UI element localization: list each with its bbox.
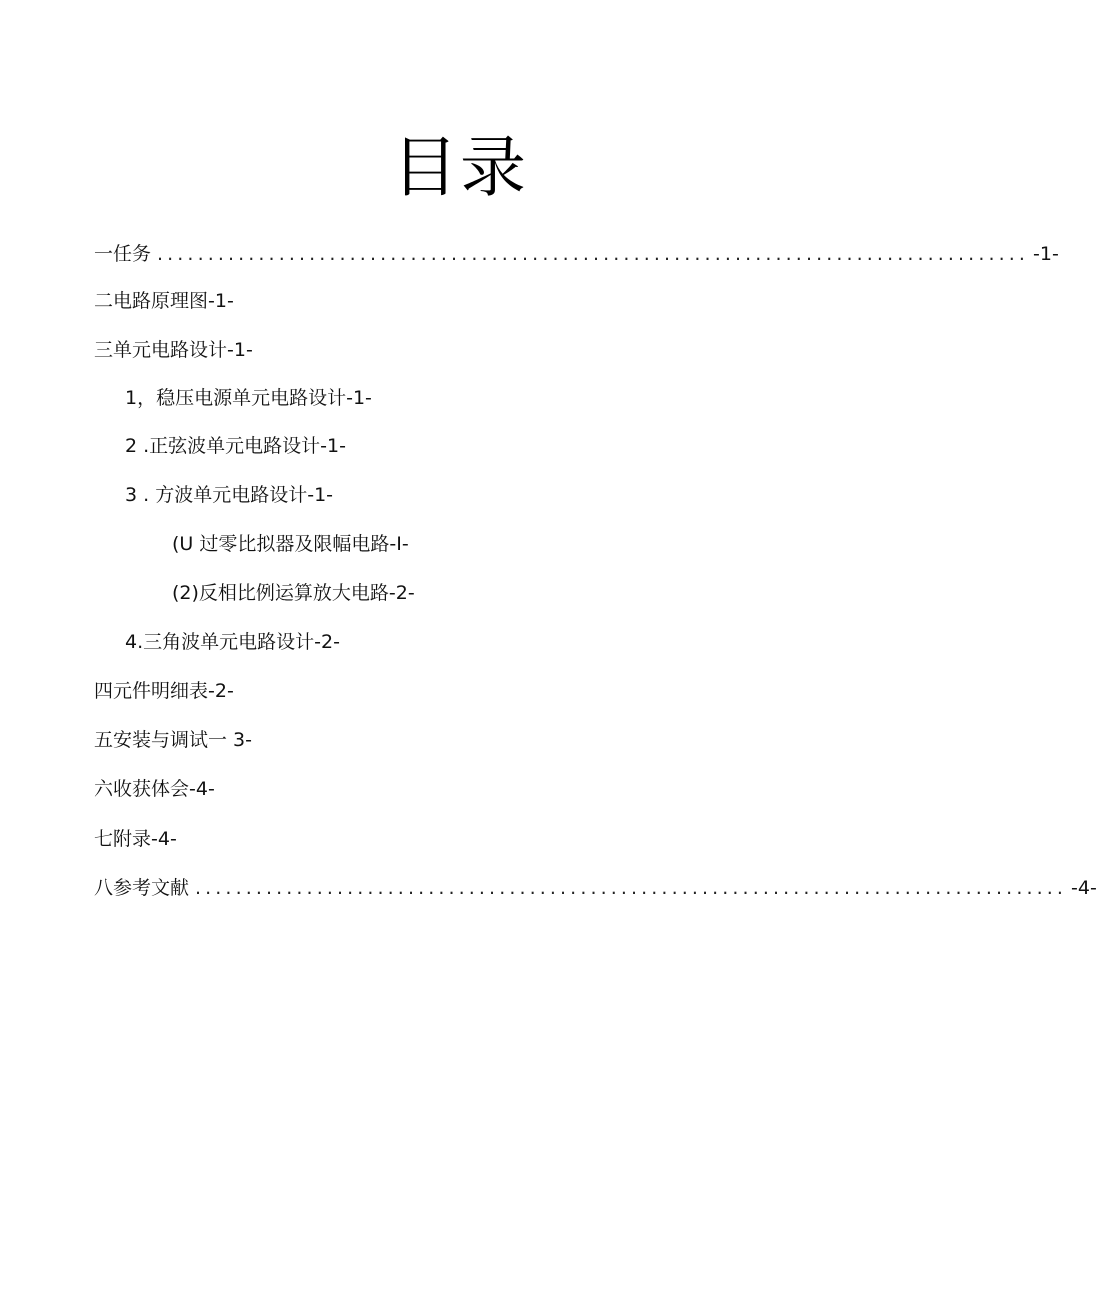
toc-entry-label: 3 . 方波单元电路设计-1- — [125, 484, 334, 506]
toc-entry-reflections[interactable] — [94, 775, 215, 803]
toc-entry-label: 一任务 — [94, 243, 152, 265]
toc-entry-task[interactable] — [94, 240, 1059, 268]
toc-entry-label: 七附录-4- — [94, 828, 177, 850]
toc-entry-label: 六收获体会-4- — [94, 778, 215, 800]
toc-page-number: -1- — [1033, 243, 1059, 265]
toc-entry-square-wave[interactable] — [125, 481, 333, 509]
toc-entry-inverting-amplifier[interactable] — [172, 579, 415, 607]
toc-page-number: -4- — [1071, 877, 1097, 899]
toc-entry-circuit-schematic[interactable] — [94, 287, 234, 315]
toc-entry-label: 四元件明细表-2- — [94, 680, 234, 702]
toc-entry-label: 八参考文献 — [94, 877, 190, 899]
dot-leader: ...................................................................................... — [157, 243, 1030, 265]
toc-entry-label: (U 过零比拟器及限幅电路-I- — [172, 533, 409, 555]
toc-entry-label: (2)反相比例运算放大电路-2- — [172, 582, 415, 604]
toc-entry-label: 三单元电路设计-1- — [94, 339, 253, 361]
toc-entry-label: 2 .正弦波单元电路设计-1- — [125, 435, 346, 457]
page-title: 目录 — [392, 129, 528, 206]
toc-entry-references[interactable] — [94, 874, 1097, 902]
toc-entry-sine-wave[interactable] — [125, 432, 346, 460]
toc-entry-component-list[interactable] — [94, 677, 234, 705]
dot-leader: ...................................................................................... — [195, 877, 1068, 899]
toc-entry-appendix[interactable] — [94, 825, 177, 853]
toc-entry-zero-crossing-comparator[interactable] — [172, 530, 409, 558]
toc-entry-unit-circuit-design[interactable] — [94, 336, 253, 364]
toc-entry-label: 五安装与调试一 3- — [94, 729, 252, 751]
toc-entry-label: 4.三角波单元电路设计-2- — [125, 631, 340, 653]
toc-entry-regulated-power-supply[interactable] — [125, 384, 372, 412]
toc-entry-installation-debugging[interactable] — [94, 726, 252, 754]
toc-entry-label: 二电路原理图-1- — [94, 290, 234, 312]
toc-entry-triangle-wave[interactable] — [125, 628, 340, 656]
toc-entry-label: 1，稳压电源单元电路设计-1- — [125, 387, 372, 409]
